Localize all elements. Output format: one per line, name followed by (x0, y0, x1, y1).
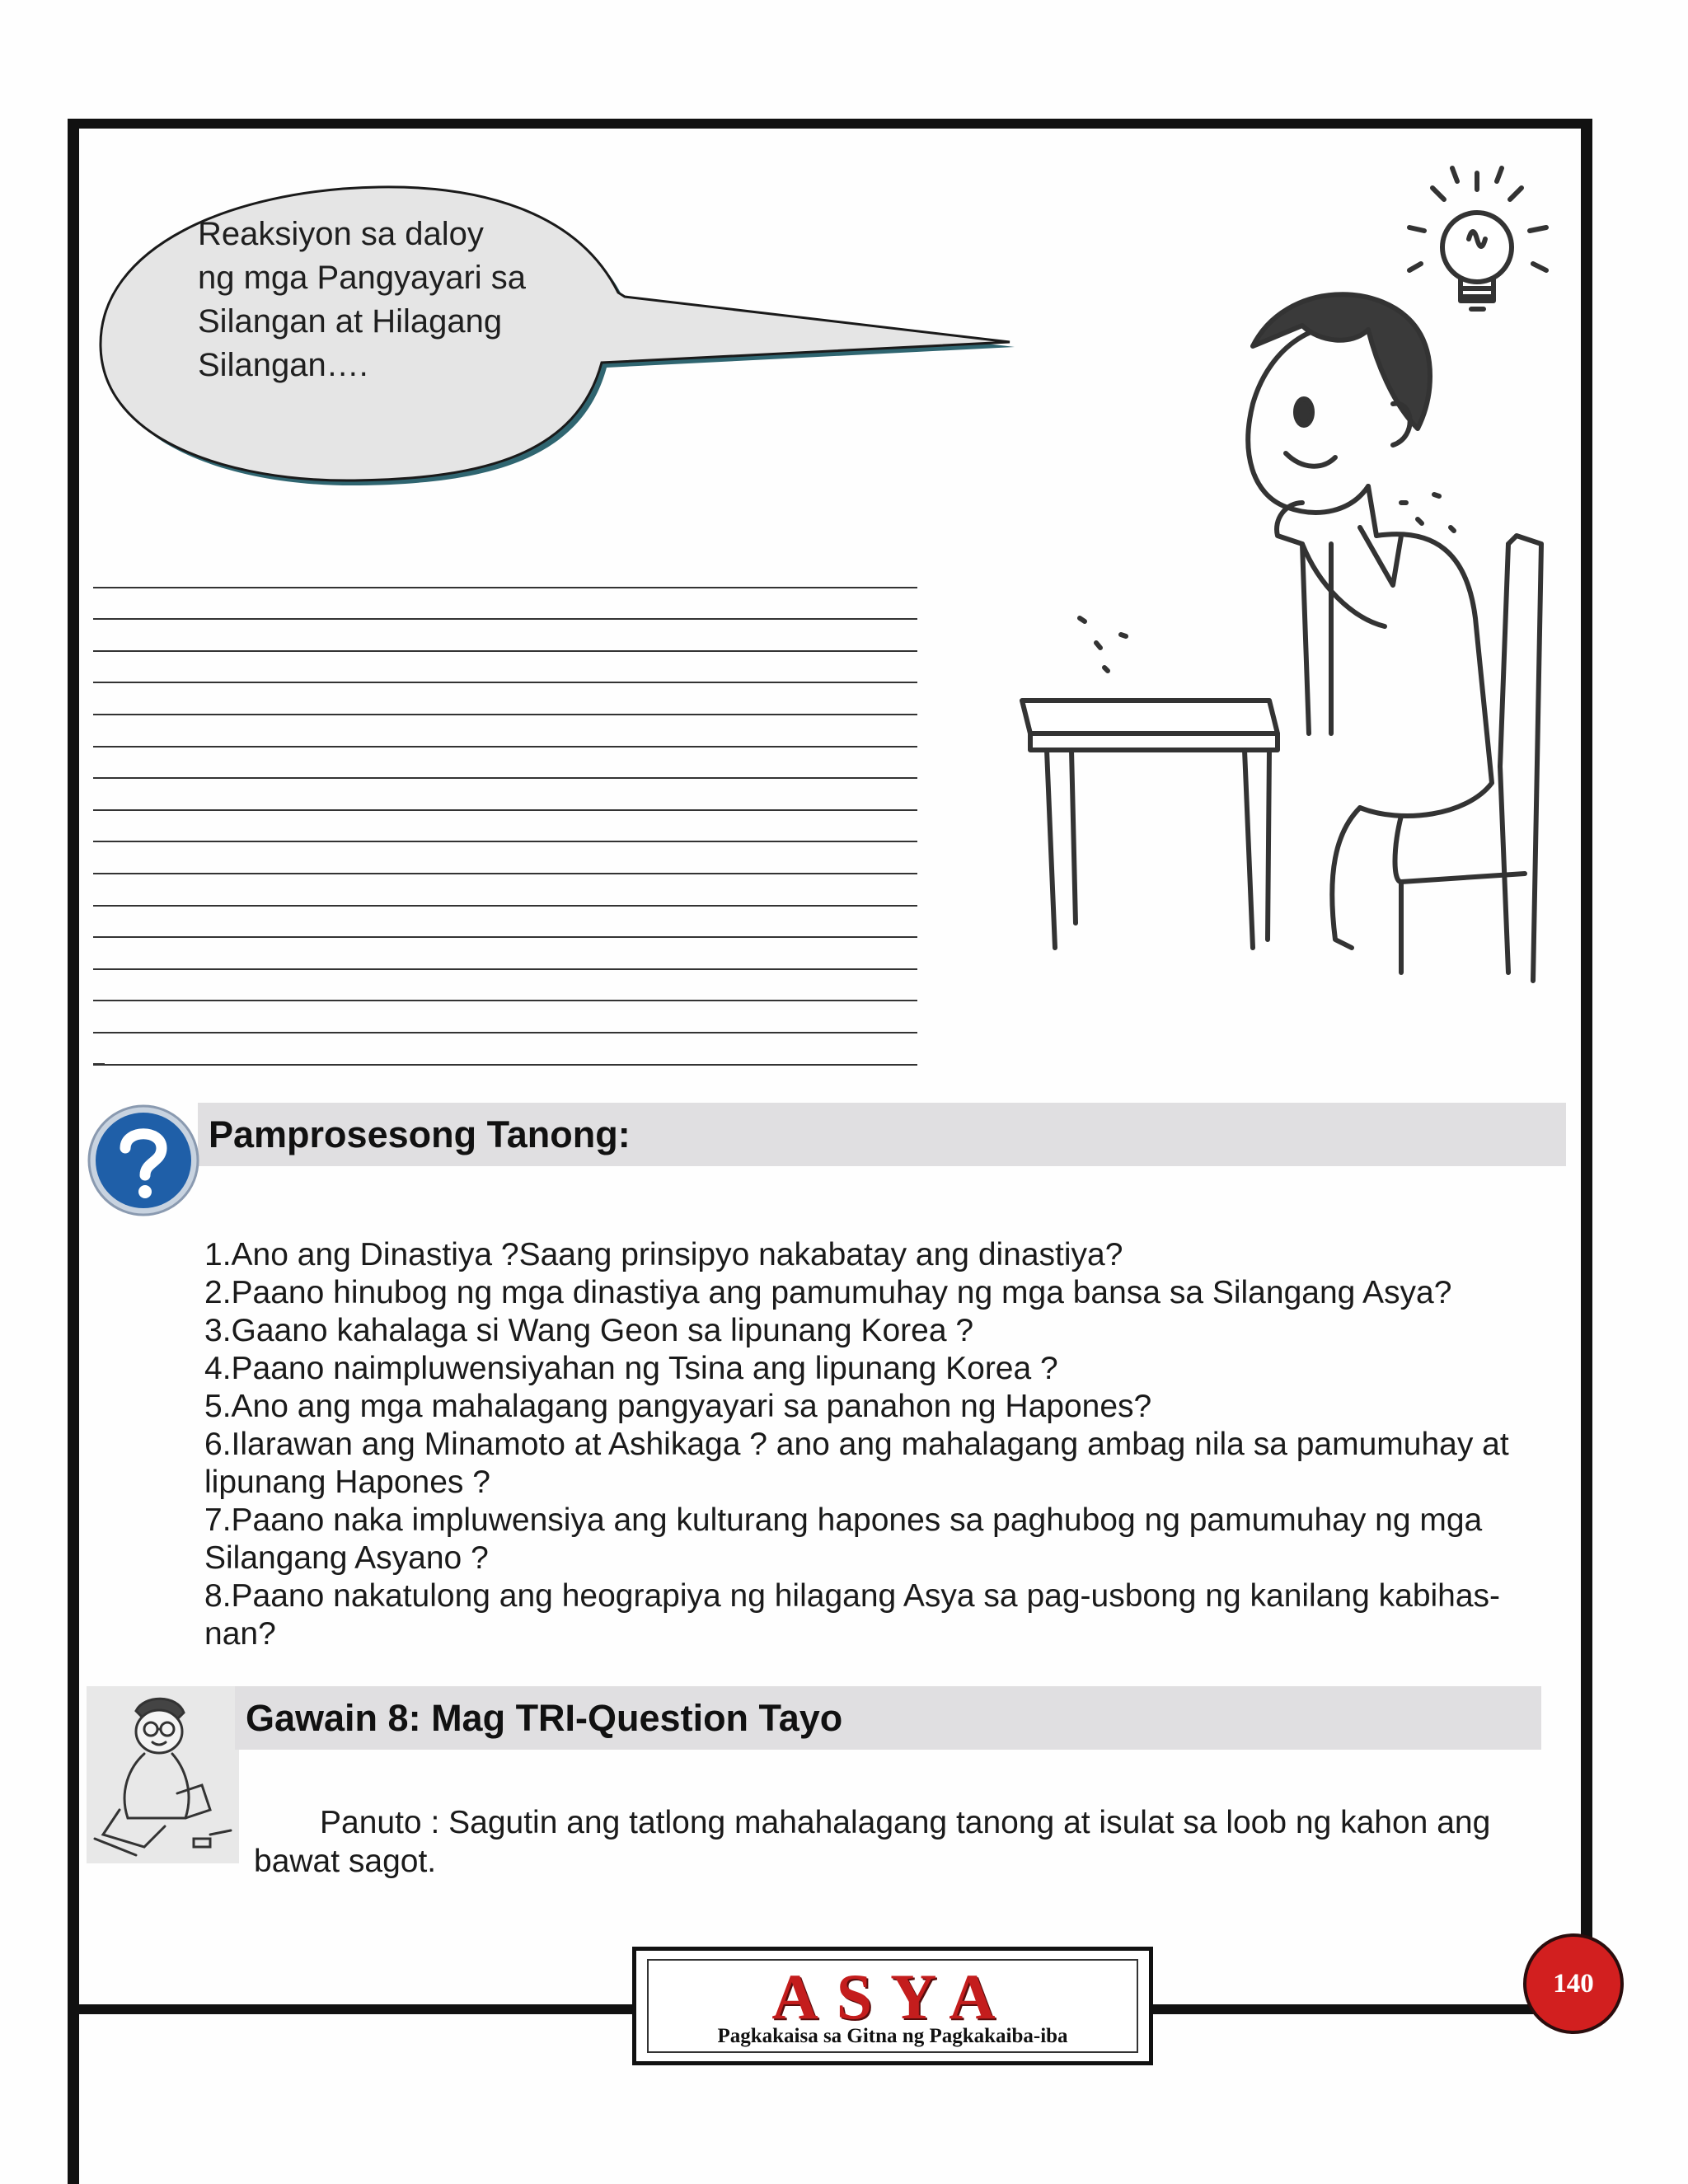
activity-instruction: Panuto : Sagutin ang tatlong mahahalagang tanong at isulat sa loob ng kahon ang bawat sagot. (254, 1805, 1491, 1879)
writing-line[interactable] (93, 1001, 917, 1033)
line-dash (93, 1063, 105, 1065)
writing-line[interactable] (93, 620, 917, 652)
reaction-line: Reaksiyon sa daloy (198, 216, 484, 252)
page-frame-left (68, 119, 79, 2184)
asya-logo-title: ASYA (771, 1961, 1014, 2032)
question-item: 2.Paano hinubog ng mga dinastiya ang pamumuhay ng mga bansa sa Silangang Asya? (204, 1275, 1452, 1310)
reaction-prompt (198, 213, 577, 387)
page-frame-top (68, 119, 1592, 129)
reading-boy-illustration (87, 1686, 239, 1863)
asya-logo-subtitle: Pagkakaisa sa Gitna ng Pagkakaiba-iba (717, 2025, 1068, 2047)
reaction-line: Silangan…. (198, 347, 368, 383)
page-number-badge: 140 (1523, 1933, 1624, 2034)
processing-questions-list (204, 1236, 1540, 1653)
writing-line[interactable] (93, 652, 917, 684)
question-item: 5.Ano ang mga mahalagang pangyayari sa panahon ng Hapones? (204, 1389, 1152, 1424)
writing-line[interactable] (93, 907, 917, 939)
question-mark-icon (86, 1103, 201, 1218)
question-item: 1.Ano ang Dinastiya ?Saang prinsipyo nakabatay ang dinastiya? (204, 1237, 1123, 1272)
page-frame-right (1581, 119, 1592, 1952)
writing-line[interactable] (93, 683, 917, 715)
activity-title: Gawain 8: Mag TRI-Question Tayo (246, 1697, 843, 1739)
question-item: 3.Gaano kahalaga si Wang Geon sa lipunang Korea ? (204, 1313, 974, 1348)
writing-line[interactable] (93, 1033, 917, 1066)
question-item: 4.Paano naimpluwensiyahan ng Tsina ang lipunang Korea ? (204, 1351, 1058, 1386)
answer-writing-lines[interactable] (93, 556, 917, 1066)
thinking-man-illustration (1006, 157, 1566, 1014)
writing-line[interactable] (93, 779, 917, 811)
writing-line[interactable] (93, 811, 917, 843)
writing-line[interactable] (93, 842, 917, 874)
writing-line[interactable] (93, 715, 917, 748)
question-item: 7.Paano naka impluwensiya ang kulturang hapones sa paghubog ng pamumuhay ng mga Silangang Asyano ? (204, 1502, 1483, 1576)
lightbulb-icon (1409, 168, 1546, 309)
asya-logo (632, 1947, 1153, 2065)
writing-line[interactable] (93, 748, 917, 780)
processing-questions-title: Pamprosesong Tanong: (209, 1113, 631, 1155)
asya-logo-border (647, 1959, 1138, 2053)
writing-line[interactable] (93, 588, 917, 621)
writing-line[interactable] (93, 874, 917, 907)
reaction-line: ng mga Pangyayari sa (198, 260, 527, 296)
writing-line[interactable] (93, 556, 917, 588)
reaction-line: Silangan at Hilagang (198, 303, 503, 340)
question-item: 6.Ilarawan ang Minamoto at Ashikaga ? ano ang mahalagang ambag nila sa pamumuhay at lipunang Hapones ? (204, 1427, 1509, 1500)
writing-line[interactable] (93, 970, 917, 1002)
writing-line[interactable] (93, 938, 917, 970)
question-item: 8.Paano nakatulong ang heograpiya ng hilagang Asya sa pag-usbong ng kanilang kabihas-nan? (204, 1578, 1501, 1652)
